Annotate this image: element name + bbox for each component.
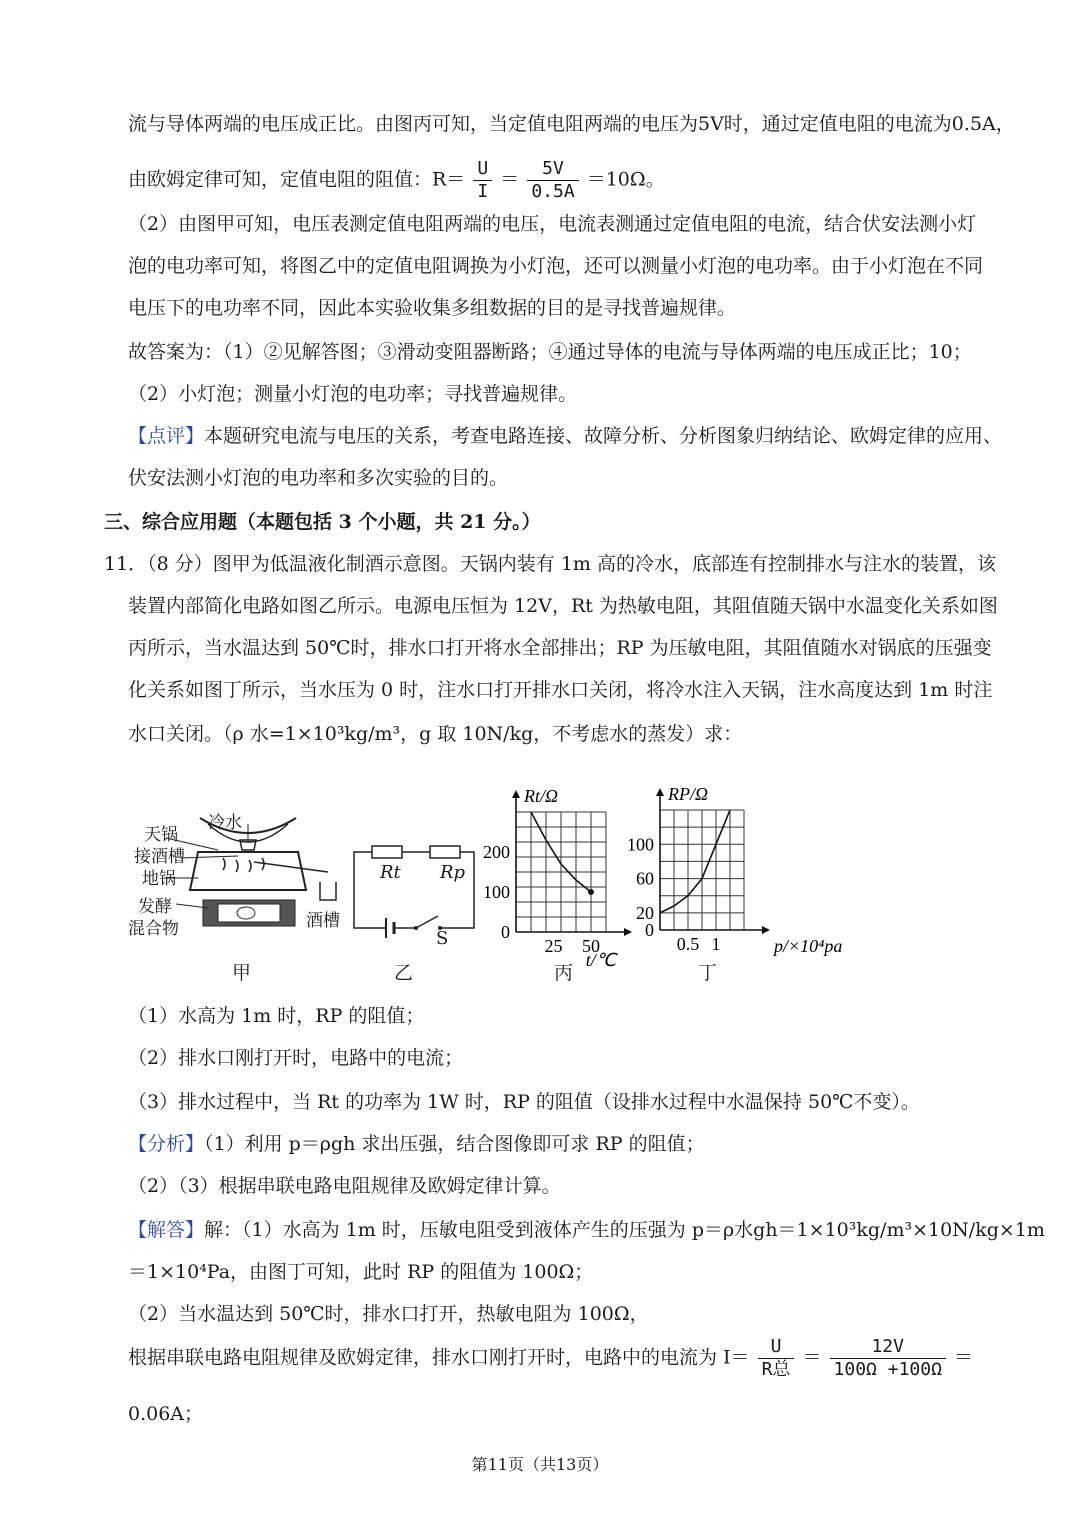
label-jie-jiu-cao: 接酒槽 [134,847,185,867]
label-tian-guo: 天锅 [144,825,178,845]
y-tick-label: 0 [501,922,510,942]
label-leng-shui: 冷水 [208,813,242,833]
comment-tag: 【点评】 [128,425,205,447]
text-span: ＝ [953,1346,973,1369]
label-rt: Rt [380,862,401,883]
denominator: I [477,181,489,202]
sub-question: （1）水高为 1m 时，RP 的阻值； [128,1005,425,1027]
numerator: 5V [527,158,578,181]
analysis-tag: 【分析】 [128,1133,205,1155]
resistor-rt [372,846,402,858]
caption-ding: 丁 [698,962,718,984]
y-axis-label: RP/Ω [668,784,709,804]
y-tick-label: 0 [645,920,654,940]
question-line: 11．（8 分）图甲为低温液化制酒示意图。天锅内装有 1m 高的冷水，底部连有控制排水与注水的装置，该 [104,553,996,575]
caption-jia: 甲 [232,962,252,984]
y-tick-label: 200 [483,842,510,862]
text-line: 电压下的电功率不同，因此本实验收集多组数据的目的是寻找普遍规律。 [128,297,737,319]
sub-question: （3）排水过程中，当 Rt 的功率为 1W 时，RP 的阻值（设排水过程中水温保持 50℃不变）。 [128,1091,920,1113]
text-span: 由欧姆定律可知，定值电阻的阻值：R＝ [128,168,466,191]
question-line: 丙所示，当水温达到 50℃时，排水口打开将水全部排出；RP 为压敏电阻，其阻值随水对锅底的压强变 [128,637,992,659]
equals-sign: ＝ [500,168,520,191]
label-s: S [436,928,449,949]
y-tick-label: 60 [636,868,654,889]
x-axis-label: t/℃ [585,950,616,970]
equals-sign: ＝ [802,1346,822,1369]
solution-tag: 【解答】 [128,1219,205,1241]
text-line-formula [128,158,665,203]
numerator: 12V [830,1336,946,1359]
solution-line: （2）当水温达到 50℃时，排水口打开，热敏电阻为 100Ω， [128,1303,649,1325]
x-tick-label: 0.5 [676,934,700,954]
figure-ding [627,774,843,968]
x-axis-arrow [762,926,770,934]
text-line: 流与导体两端的电压成正比。由图丙可知，当定值电阻两端的电压为5V时，通过定值电阻的电流为0.5A， [128,113,1015,135]
text-span: 解：（1）水高为 1m 时，压敏电阻受到液体产生的压强为 p＝ρ水gh＝1×10³kg/m³×10N/kg×1m [204,1219,1045,1241]
text-span: （1）利用 p＝ρgh 求出压强，结合图像即可求 RP 的阻值； [204,1133,705,1155]
question-line: 化关系如图丁所示，当水压为 0 时，注水口打开排水口关闭，将冷水注入天锅，注水高度达到 1m 时注 [128,679,993,701]
x-tick-label: 1 [711,934,721,954]
circuit-drawing [350,836,480,946]
fraction-u-over-i [473,158,492,203]
figure-yi [350,836,480,950]
figure-jia [128,800,358,954]
y-tick-label: 100 [483,882,510,902]
text-line: 泡的电功率可知，将图乙中的定值电阻调换为小灯泡，还可以测量小灯泡的电功率。由于小灯泡在不同 [128,255,984,277]
y-axis-arrow [656,788,664,796]
denominator: 100Ω +100Ω [833,1359,942,1380]
figure-bing [480,782,650,970]
y-tick-label: 20 [636,902,654,923]
solution-line [128,1218,1045,1242]
y-tick-label: 100 [627,834,654,855]
label-rp: Rp [440,862,466,883]
numerator: U [473,158,492,181]
label-jiu-cao: 酒槽 [306,911,340,931]
marker-point [588,889,594,895]
chart-bing [480,782,650,970]
text-span: ＝10Ω。 [586,168,665,191]
text-line: （2）由图甲可知，电压表测定值电阻两端的电压，电流表测通过定值电阻的电流，结合伏安法测小灯 [128,213,977,235]
solution-formula-line [128,1336,973,1381]
x-axis-label: p/×10⁴pa [774,936,843,956]
caption-bing: 丙 [554,962,574,984]
analysis-line [128,1132,705,1156]
section-heading: 三、综合应用题（本题包括 3 个小题，共 21 分。） [104,511,541,533]
x-tick-label: 50 [582,936,600,956]
label-hun-he-wu: 混合物 [128,919,179,939]
y-axis-label: Rt/Ω [524,786,559,806]
sub-question: （2）排水口刚打开时，电路中的电流； [128,1047,464,1069]
text-line: 伏安法测小灯泡的电功率和多次实验的目的。 [128,467,509,489]
label-di-guo: 地锅 [142,869,176,889]
question-line: 装置内部简化电路如图乙所示。电源电压恒为 12V，Rt 为热敏电阻，其阻值随天锅中水温变化关系如图 [128,595,998,617]
denominator: R总 [761,1359,791,1380]
question-line: 水口关闭。（ρ 水=1×10³kg/m³，g 取 10N/kg，不考虑水的蒸发）求： [128,723,743,745]
resistor-rp [430,846,460,858]
solution-line: 0.06A； [128,1403,204,1425]
numerator: U [758,1336,795,1359]
text-span: 根据串联电路电阻规律及欧姆定律，排水口刚打开时，电路中的电流为 I＝ [128,1346,750,1369]
fraction-values [527,158,578,203]
y-axis-arrow [512,790,520,798]
label-fa-jiao: 发酵 [138,897,172,917]
caption-yi: 乙 [394,962,414,984]
analysis-line: （2）（3）根据串联电路电阻规律及欧姆定律计算。 [128,1175,561,1197]
fraction-current [830,1336,946,1381]
chart-ding [627,774,843,964]
fraction-u-over-r [758,1336,795,1381]
x-tick-label: 25 [544,936,563,956]
denominator: 0.5A [531,181,575,202]
text-line: 故答案为：（1）②见解答图；③滑动变阻器断路；④通过导体的电流与导体两端的电压成正比；10； [128,341,972,363]
solution-line: ＝1×10⁴Pa，由图丁可知，此时 RP 的阻值为 100Ω； [128,1261,594,1283]
text-line: （2）小灯泡；测量小灯泡的电功率；寻找普遍规律。 [128,383,578,405]
text-span: 本题研究电流与电压的关系，考查电路连接、故障分析、分析图象归纳结论、欧姆定律的应用、 [204,425,1003,447]
page-footer: 第11页（共13页） [471,1455,609,1474]
text-line [128,424,1002,448]
